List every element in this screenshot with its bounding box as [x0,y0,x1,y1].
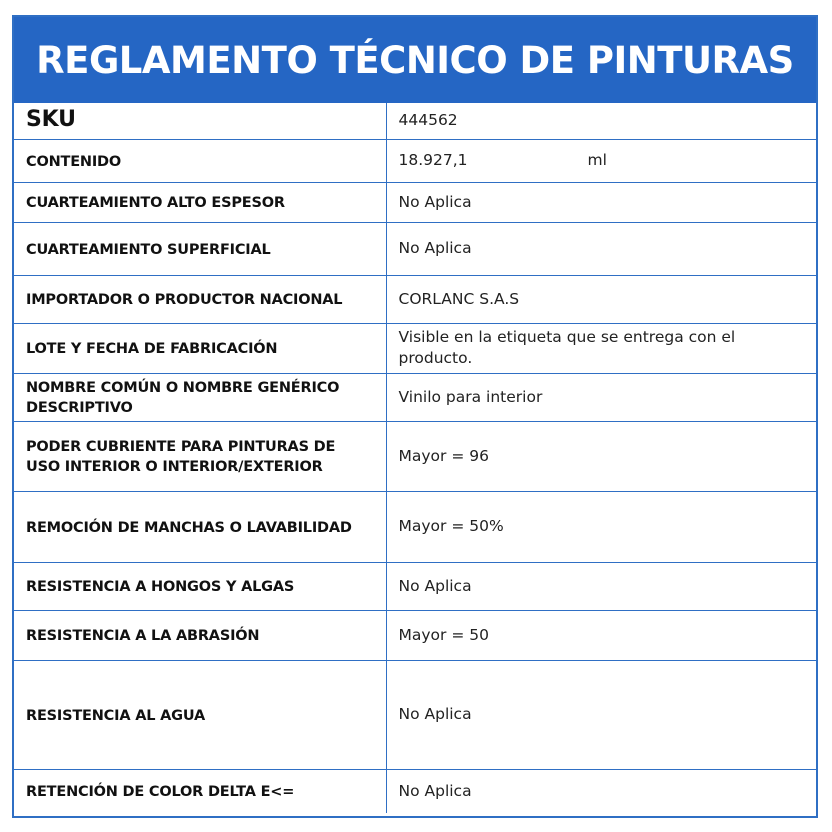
row-label: LOTE Y FECHA DE FABRICACIÓN [26,341,278,357]
row-label-cell [14,103,386,139]
row-value: Mayor = 50 [398,625,489,644]
row-value: 444562 [398,111,458,130]
row-value: Mayor = 96 [398,446,489,465]
row-label-cell [14,769,386,813]
row-label-cell [14,491,386,562]
row-label-cell [14,182,386,222]
row-value-cell [386,222,816,275]
row-label: CUARTEAMIENTO ALTO ESPESOR [26,195,285,211]
table-row [14,610,816,660]
table-row [14,275,816,323]
row-label: PODER CUBRIENTE PARA PINTURAS DE USO INTERIOR O INTERIOR/EXTERIOR [26,439,336,475]
row-value-cell [386,660,816,769]
row-label-cell [14,373,386,421]
row-label-cell [14,610,386,660]
row-value: Vinilo para interior [398,387,543,406]
table-row [14,182,816,222]
row-label-cell [14,275,386,323]
header-banner [14,17,816,103]
row-label-cell [14,222,386,275]
spec-sheet [12,15,818,818]
row-value-cell [386,610,816,660]
row-value: No Aplica [398,239,472,257]
row-label: NOMBRE COMÚN O NOMBRE GENÉRICO DESCRIPTIVO [26,380,340,416]
row-value: No Aplica [398,705,472,723]
row-label-cell [14,323,386,373]
table-row [14,769,816,813]
row-value: Mayor = 50% [398,517,504,535]
row-unit: ml [587,151,607,169]
row-value-cell [386,373,816,421]
row-label: CUARTEAMIENTO SUPERFICIAL [26,241,271,258]
row-label: RESISTENCIA A HONGOS Y ALGAS [26,579,295,595]
row-value-cell [386,562,816,610]
row-value: No Aplica [398,576,472,595]
row-label-cell [14,139,386,182]
table-row [14,421,816,491]
row-value-cell [386,182,816,222]
spec-table [14,103,816,813]
row-label-cell [14,660,386,769]
table-row [14,562,816,610]
row-value: No Aplica [398,781,472,800]
row-label-cell [14,562,386,610]
row-value-cell [386,103,816,139]
row-value: 18.927,1 [398,151,468,169]
row-label: CONTENIDO [26,153,121,170]
row-value-cell [386,769,816,813]
table-row [14,222,816,275]
table-row [14,373,816,421]
table-row [14,660,816,769]
page-title: REGLAMENTO TÉCNICO DE PINTURAS [36,38,794,82]
row-value: CORLANC S.A.S [398,289,520,308]
row-value-cell [386,491,816,562]
row-value-cell [386,421,816,491]
row-label: IMPORTADOR O PRODUCTOR NACIONAL [26,292,343,308]
row-value-cell [386,139,816,182]
row-value: Visible en la etiqueta que se entrega con el producto. [398,328,736,367]
row-label: REMOCIÓN DE MANCHAS O LAVABILIDAD [26,519,352,536]
table-row [14,103,816,139]
row-value: No Aplica [398,192,472,211]
table-row [14,323,816,373]
row-label-cell [14,421,386,491]
row-value-cell [386,275,816,323]
row-label: RETENCIÓN DE COLOR DELTA E<= [26,784,295,801]
table-row [14,139,816,182]
row-value-cell [386,323,816,373]
table-row [14,491,816,562]
row-label: RESISTENCIA A LA ABRASIÓN [26,628,260,644]
row-label: RESISTENCIA AL AGUA [26,707,205,724]
row-label: SKU [26,107,76,133]
